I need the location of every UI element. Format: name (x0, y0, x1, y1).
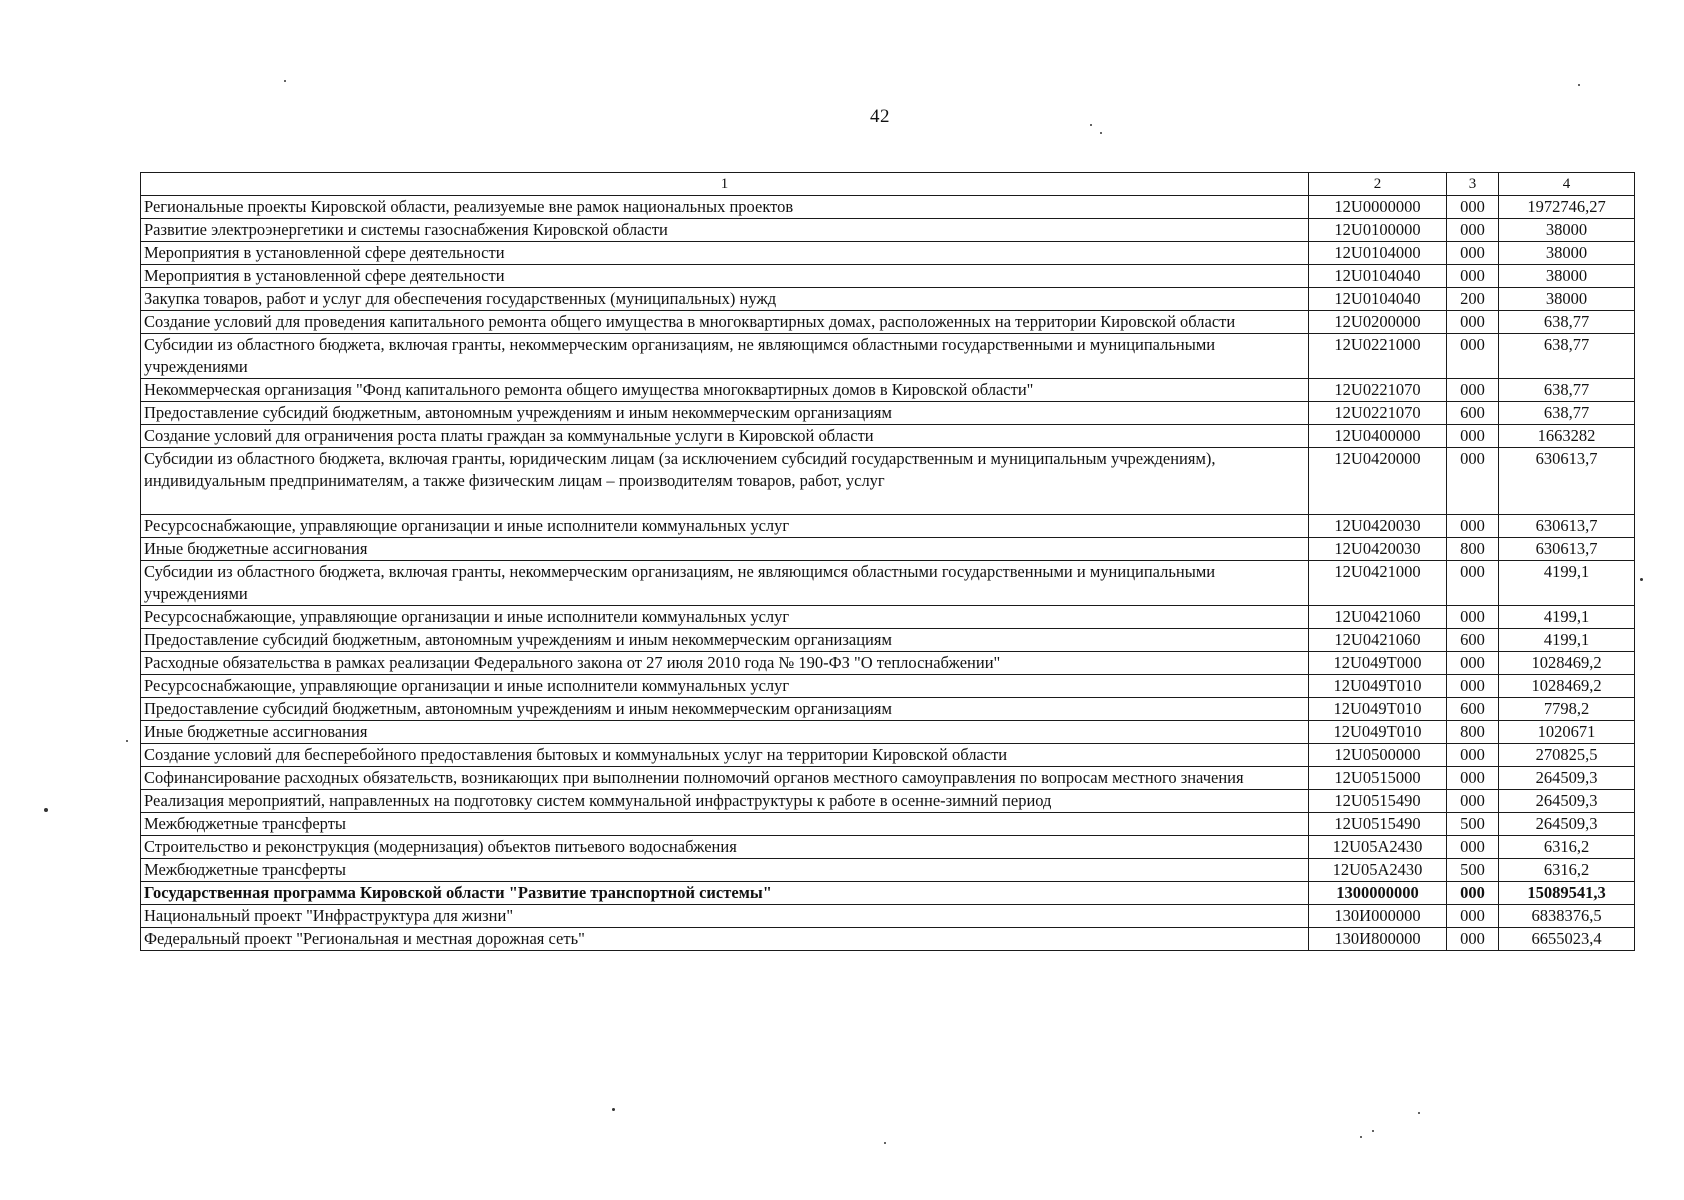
table-row (141, 448, 1635, 515)
row-name-cell: Национальный проект "Инфраструктура для жизни" (141, 905, 1309, 928)
row-amount-cell: 7798,2 (1499, 698, 1635, 721)
row-name-cell: Строительство и реконструкция (модернизация) объектов питьевого водоснабжения (141, 836, 1309, 859)
row-code-cell: 12U0500000 (1309, 744, 1447, 767)
row-type-cell: 000 (1447, 379, 1499, 402)
row-name-cell: Предоставление субсидий бюджетным, автономным учреждениям и иным некоммерческим организациям (141, 402, 1309, 425)
row-amount-cell: 6316,2 (1499, 836, 1635, 859)
row-amount-cell: 264509,3 (1499, 767, 1635, 790)
table-row (141, 196, 1635, 219)
row-code-cell: 12U0200000 (1309, 311, 1447, 334)
row-code-cell: 12U0221070 (1309, 402, 1447, 425)
row-amount-cell: 6655023,4 (1499, 928, 1635, 951)
row-amount-cell: 638,77 (1499, 311, 1635, 334)
column-header-3: 3 (1447, 173, 1499, 196)
row-type-cell: 000 (1447, 606, 1499, 629)
row-type-cell: 000 (1447, 652, 1499, 675)
row-code-cell: 12U049T010 (1309, 675, 1447, 698)
scan-speck (1640, 578, 1643, 581)
row-type-cell: 000 (1447, 311, 1499, 334)
row-type-cell: 000 (1447, 196, 1499, 219)
row-amount-cell: 630613,7 (1499, 538, 1635, 561)
row-type-cell: 000 (1447, 334, 1499, 379)
table-row (141, 813, 1635, 836)
row-amount-cell: 6838376,5 (1499, 905, 1635, 928)
row-type-cell: 000 (1447, 561, 1499, 606)
row-code-cell: 12U0420030 (1309, 515, 1447, 538)
row-code-cell: 12U049T000 (1309, 652, 1447, 675)
scan-speck (1578, 84, 1580, 86)
row-amount-cell: 15089541,3 (1499, 882, 1635, 905)
scan-speck (126, 740, 128, 742)
row-amount-cell: 4199,1 (1499, 629, 1635, 652)
row-name-cell: Иные бюджетные ассигнования (141, 538, 1309, 561)
scan-speck (1360, 1136, 1362, 1138)
table-row (141, 790, 1635, 813)
row-name-cell: Создание условий для ограничения роста платы граждан за коммунальные услуги в Кировской области (141, 425, 1309, 448)
row-name-cell: Мероприятия в установленной сфере деятельности (141, 242, 1309, 265)
column-header-4: 4 (1499, 173, 1635, 196)
row-type-cell: 000 (1447, 790, 1499, 813)
table-row (141, 652, 1635, 675)
row-name-cell: Некоммерческая организация "Фонд капитального ремонта общего имущества многоквартирных домов в Кировской области" (141, 379, 1309, 402)
row-code-cell: 12U0104040 (1309, 288, 1447, 311)
row-name-cell: Субсидии из областного бюджета, включая гранты, некоммерческим организациям, не являющимся областными государственными и муниципальными учреждениями (141, 334, 1309, 379)
table-row (141, 905, 1635, 928)
row-type-cell: 000 (1447, 882, 1499, 905)
row-name-cell: Государственная программа Кировской области "Развитие транспортной системы" (141, 882, 1309, 905)
row-code-cell: 12U0221000 (1309, 334, 1447, 379)
table-row (141, 379, 1635, 402)
row-code-cell: 12U049T010 (1309, 721, 1447, 744)
row-amount-cell: 38000 (1499, 265, 1635, 288)
scan-speck (612, 1108, 615, 1111)
row-amount-cell: 630613,7 (1499, 448, 1635, 515)
row-amount-cell: 6316,2 (1499, 859, 1635, 882)
row-code-cell: 12U0515000 (1309, 767, 1447, 790)
row-amount-cell: 1028469,2 (1499, 652, 1635, 675)
table-row (141, 334, 1635, 379)
row-amount-cell: 4199,1 (1499, 606, 1635, 629)
table-row (141, 561, 1635, 606)
budget-table (140, 172, 1635, 951)
row-name-cell: Софинансирование расходных обязательств, возникающих при выполнении полномочий органов местного самоуправления по вопросам местного значения (141, 767, 1309, 790)
row-amount-cell: 630613,7 (1499, 515, 1635, 538)
table-row (141, 515, 1635, 538)
row-type-cell: 800 (1447, 721, 1499, 744)
row-name-cell: Ресурсоснабжающие, управляющие организации и иные исполнители коммунальных услуг (141, 606, 1309, 629)
row-amount-cell: 264509,3 (1499, 790, 1635, 813)
row-amount-cell: 1972746,27 (1499, 196, 1635, 219)
row-name-cell: Межбюджетные трансферты (141, 859, 1309, 882)
row-type-cell: 000 (1447, 905, 1499, 928)
row-code-cell: 12U0420030 (1309, 538, 1447, 561)
table-row (141, 538, 1635, 561)
row-code-cell: 12U0100000 (1309, 219, 1447, 242)
row-code-cell: 12U0221070 (1309, 379, 1447, 402)
table-row (141, 744, 1635, 767)
table-row (141, 698, 1635, 721)
row-type-cell: 000 (1447, 265, 1499, 288)
row-name-cell: Ресурсоснабжающие, управляющие организации и иные исполнители коммунальных услуг (141, 515, 1309, 538)
row-amount-cell: 638,77 (1499, 379, 1635, 402)
row-amount-cell: 38000 (1499, 242, 1635, 265)
row-type-cell: 000 (1447, 836, 1499, 859)
row-name-cell: Предоставление субсидий бюджетным, автономным учреждениям и иным некоммерческим организациям (141, 629, 1309, 652)
row-name-cell: Федеральный проект "Региональная и местная дорожная сеть" (141, 928, 1309, 951)
row-name-cell: Предоставление субсидий бюджетным, автономным учреждениям и иным некоммерческим организациям (141, 698, 1309, 721)
scan-speck (1418, 1112, 1420, 1114)
table-row (141, 675, 1635, 698)
row-type-cell: 000 (1447, 425, 1499, 448)
row-name-cell: Развитие электроэнергетики и системы газоснабжения Кировской области (141, 219, 1309, 242)
row-code-cell: 12U0515490 (1309, 813, 1447, 836)
table-row (141, 721, 1635, 744)
row-name-cell: Реализация мероприятий, направленных на подготовку систем коммунальной инфраструктуры к работе в осенне-зимний период (141, 790, 1309, 813)
row-amount-cell: 1020671 (1499, 721, 1635, 744)
row-code-cell: 12U0421060 (1309, 629, 1447, 652)
row-name-cell: Создание условий для проведения капитального ремонта общего имущества в многоквартирных домах, расположенных на территории Кировской области (141, 311, 1309, 334)
row-code-cell: 12U0515490 (1309, 790, 1447, 813)
row-type-cell: 000 (1447, 767, 1499, 790)
row-code-cell: 12U05A2430 (1309, 836, 1447, 859)
row-name-cell: Расходные обязательства в рамках реализации Федерального закона от 27 июля 2010 года № 190-ФЗ "О теплоснабжении" (141, 652, 1309, 675)
row-code-cell: 12U049T010 (1309, 698, 1447, 721)
table-row (141, 629, 1635, 652)
row-amount-cell: 4199,1 (1499, 561, 1635, 606)
row-name-cell: Создание условий для бесперебойного предоставления бытовых и коммунальных услуг на территории Кировской области (141, 744, 1309, 767)
row-type-cell: 200 (1447, 288, 1499, 311)
table-row (141, 242, 1635, 265)
page-number: 42 (870, 106, 890, 127)
column-header-1: 1 (141, 173, 1309, 196)
row-code-cell: 12U0104040 (1309, 265, 1447, 288)
row-name-cell: Субсидии из областного бюджета, включая гранты, некоммерческим организациям, не являющимся областными государственными и муниципальными учреждениями (141, 561, 1309, 606)
table-row (141, 265, 1635, 288)
row-type-cell: 000 (1447, 242, 1499, 265)
scan-speck (884, 1142, 886, 1144)
row-amount-cell: 638,77 (1499, 334, 1635, 379)
scan-speck (1090, 124, 1092, 126)
row-type-cell: 600 (1447, 629, 1499, 652)
table-header-row (141, 173, 1635, 196)
row-type-cell: 500 (1447, 813, 1499, 836)
row-type-cell: 000 (1447, 448, 1499, 515)
table-row (141, 928, 1635, 951)
row-name-cell: Закупка товаров, работ и услуг для обеспечения государственных (муниципальных) нужд (141, 288, 1309, 311)
row-amount-cell: 1663282 (1499, 425, 1635, 448)
row-type-cell: 500 (1447, 859, 1499, 882)
row-code-cell: 12U0420000 (1309, 448, 1447, 515)
row-type-cell: 600 (1447, 402, 1499, 425)
row-type-cell: 000 (1447, 515, 1499, 538)
row-type-cell: 800 (1447, 538, 1499, 561)
table-row (141, 311, 1635, 334)
scan-speck (284, 80, 286, 82)
row-code-cell: 12U05A2430 (1309, 859, 1447, 882)
table-row (141, 402, 1635, 425)
column-header-2: 2 (1309, 173, 1447, 196)
row-amount-cell: 38000 (1499, 288, 1635, 311)
row-name-cell: Межбюджетные трансферты (141, 813, 1309, 836)
row-code-cell: 12U0421060 (1309, 606, 1447, 629)
table-row (141, 836, 1635, 859)
row-type-cell: 600 (1447, 698, 1499, 721)
table-row (141, 425, 1635, 448)
row-code-cell: 130И800000 (1309, 928, 1447, 951)
row-name-cell: Иные бюджетные ассигнования (141, 721, 1309, 744)
row-name-cell: Мероприятия в установленной сфере деятельности (141, 265, 1309, 288)
row-name-cell: Региональные проекты Кировской области, реализуемые вне рамок национальных проектов (141, 196, 1309, 219)
scan-speck (44, 808, 48, 812)
row-amount-cell: 270825,5 (1499, 744, 1635, 767)
row-amount-cell: 38000 (1499, 219, 1635, 242)
row-code-cell: 1300000000 (1309, 882, 1447, 905)
row-amount-cell: 264509,3 (1499, 813, 1635, 836)
row-name-cell: Субсидии из областного бюджета, включая гранты, юридическим лицам (за исключением субсидий государственным и муниципальным учреждениям), индивидуальным предпринимателям, а также физическим лицам – производителям товаров, работ, услуг (141, 448, 1309, 515)
table-row (141, 288, 1635, 311)
table-row (141, 767, 1635, 790)
scan-speck (1100, 132, 1102, 134)
row-code-cell: 12U0000000 (1309, 196, 1447, 219)
row-code-cell: 12U0104000 (1309, 242, 1447, 265)
table-row (141, 219, 1635, 242)
row-type-cell: 000 (1447, 219, 1499, 242)
row-type-cell: 000 (1447, 928, 1499, 951)
row-code-cell: 12U0421000 (1309, 561, 1447, 606)
scan-speck (1372, 1130, 1374, 1132)
table-row (141, 882, 1635, 905)
row-amount-cell: 638,77 (1499, 402, 1635, 425)
row-code-cell: 130И000000 (1309, 905, 1447, 928)
row-type-cell: 000 (1447, 675, 1499, 698)
table-row (141, 606, 1635, 629)
row-name-cell: Ресурсоснабжающие, управляющие организации и иные исполнители коммунальных услуг (141, 675, 1309, 698)
row-type-cell: 000 (1447, 744, 1499, 767)
row-code-cell: 12U0400000 (1309, 425, 1447, 448)
table-row (141, 859, 1635, 882)
row-amount-cell: 1028469,2 (1499, 675, 1635, 698)
